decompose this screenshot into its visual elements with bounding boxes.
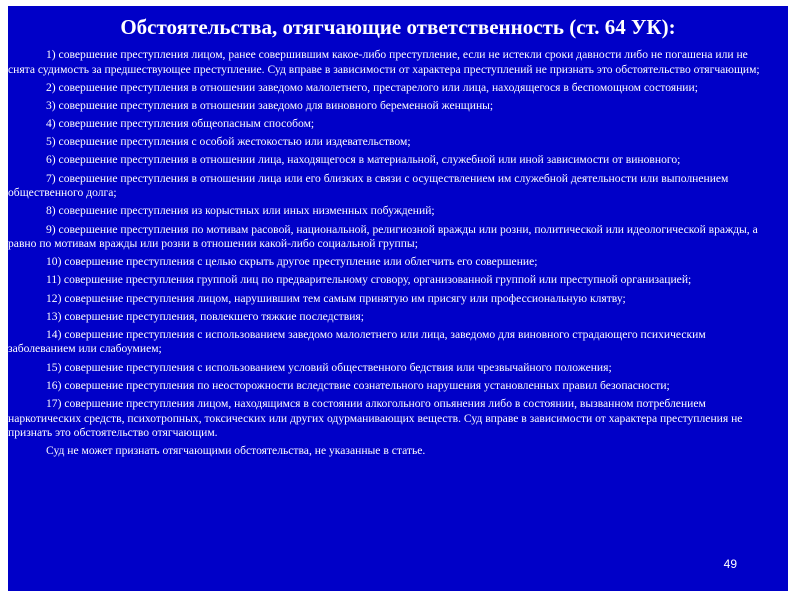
- list-item: 17) совершение преступления лицом, находящимся в состоянии алкогольного опьянения либо в состоянии, вызванном потреблением наркотических средств, психотропных, токсических или других одурманивающих веществ. Суд вправе в зависимости от характера преступления не признать это обстоятельство отягчающим.: [8, 397, 743, 439]
- list-item: 13) совершение преступления, повлекшего тяжкие последствия;: [46, 309, 364, 323]
- list-item: 2) совершение преступления в отношении заведомо малолетнего, престарелого или лица, находящегося в беспомощном состоянии;: [46, 80, 698, 94]
- slide-content: [8, 48, 770, 462]
- list-item: 6) совершение преступления в отношении лица, находящегося в материальной, служебной или иной зависимости от виновного;: [46, 153, 681, 167]
- list-item: 7) совершение преступления в отношении лица или его близких в связи с осуществлением им служебной деятельности или выполнением общественного долга;: [8, 171, 729, 200]
- list-item: 4) совершение преступления общеопасным способом;: [46, 117, 315, 131]
- list-item: 5) совершение преступления с особой жестокостью или издевательством;: [46, 135, 411, 149]
- list-item: 3) совершение преступления в отношении заведомо для виновного беременной женщины;: [46, 98, 494, 112]
- closing-note: Суд не может признать отягчающими обстоятельства, не указанные в статье.: [46, 444, 426, 458]
- list-item: 14) совершение преступления с использованием заведомо малолетнего или лица, заведомо для виновного страдающего психическим заболеванием или слабоумием;: [8, 327, 706, 356]
- list-item: 1) совершение преступления лицом, ранее совершившим какое-либо преступление, если не истекли сроки давности либо не погашена или не снята судимость за предшествующее преступление. Суд вправе в зависимости от характера преступлений не признать это обстоятельство отягчающим;: [8, 48, 760, 76]
- slide: [8, 6, 788, 591]
- list-item: 12) совершение преступления лицом, нарушившим тем самым принятую им присягу или профессиональную клятву;: [46, 291, 626, 305]
- list-item: 15) совершение преступления с использованием условий общественного бедствия или чрезвычайного положения;: [46, 360, 612, 374]
- list-item: 9) совершение преступления по мотивам расовой, национальной, религиозной вражды или розни, политической или идеологической вражды, а равно по мотивам вражды или розни в отношении какой-либо социальной группы;: [8, 222, 758, 250]
- list-item: 8) совершение преступления из корыстных или иных низменных побуждений;: [46, 204, 435, 218]
- list-item: 11) совершение преступления группой лиц по предварительному сговору, организованной группой или преступной организацией;: [46, 273, 692, 287]
- list-item: 16) совершение преступления по неосторожности вследствие сознательного нарушения установленных правил безопасности;: [46, 378, 670, 392]
- page-number: 49: [723, 557, 737, 571]
- list-item: 10) совершение преступления с целью скрыть другое преступление или облегчить его совершение;: [46, 255, 538, 269]
- slide-title: Обстоятельства, отягчающие ответственность (ст. 64 УК):: [120, 15, 676, 39]
